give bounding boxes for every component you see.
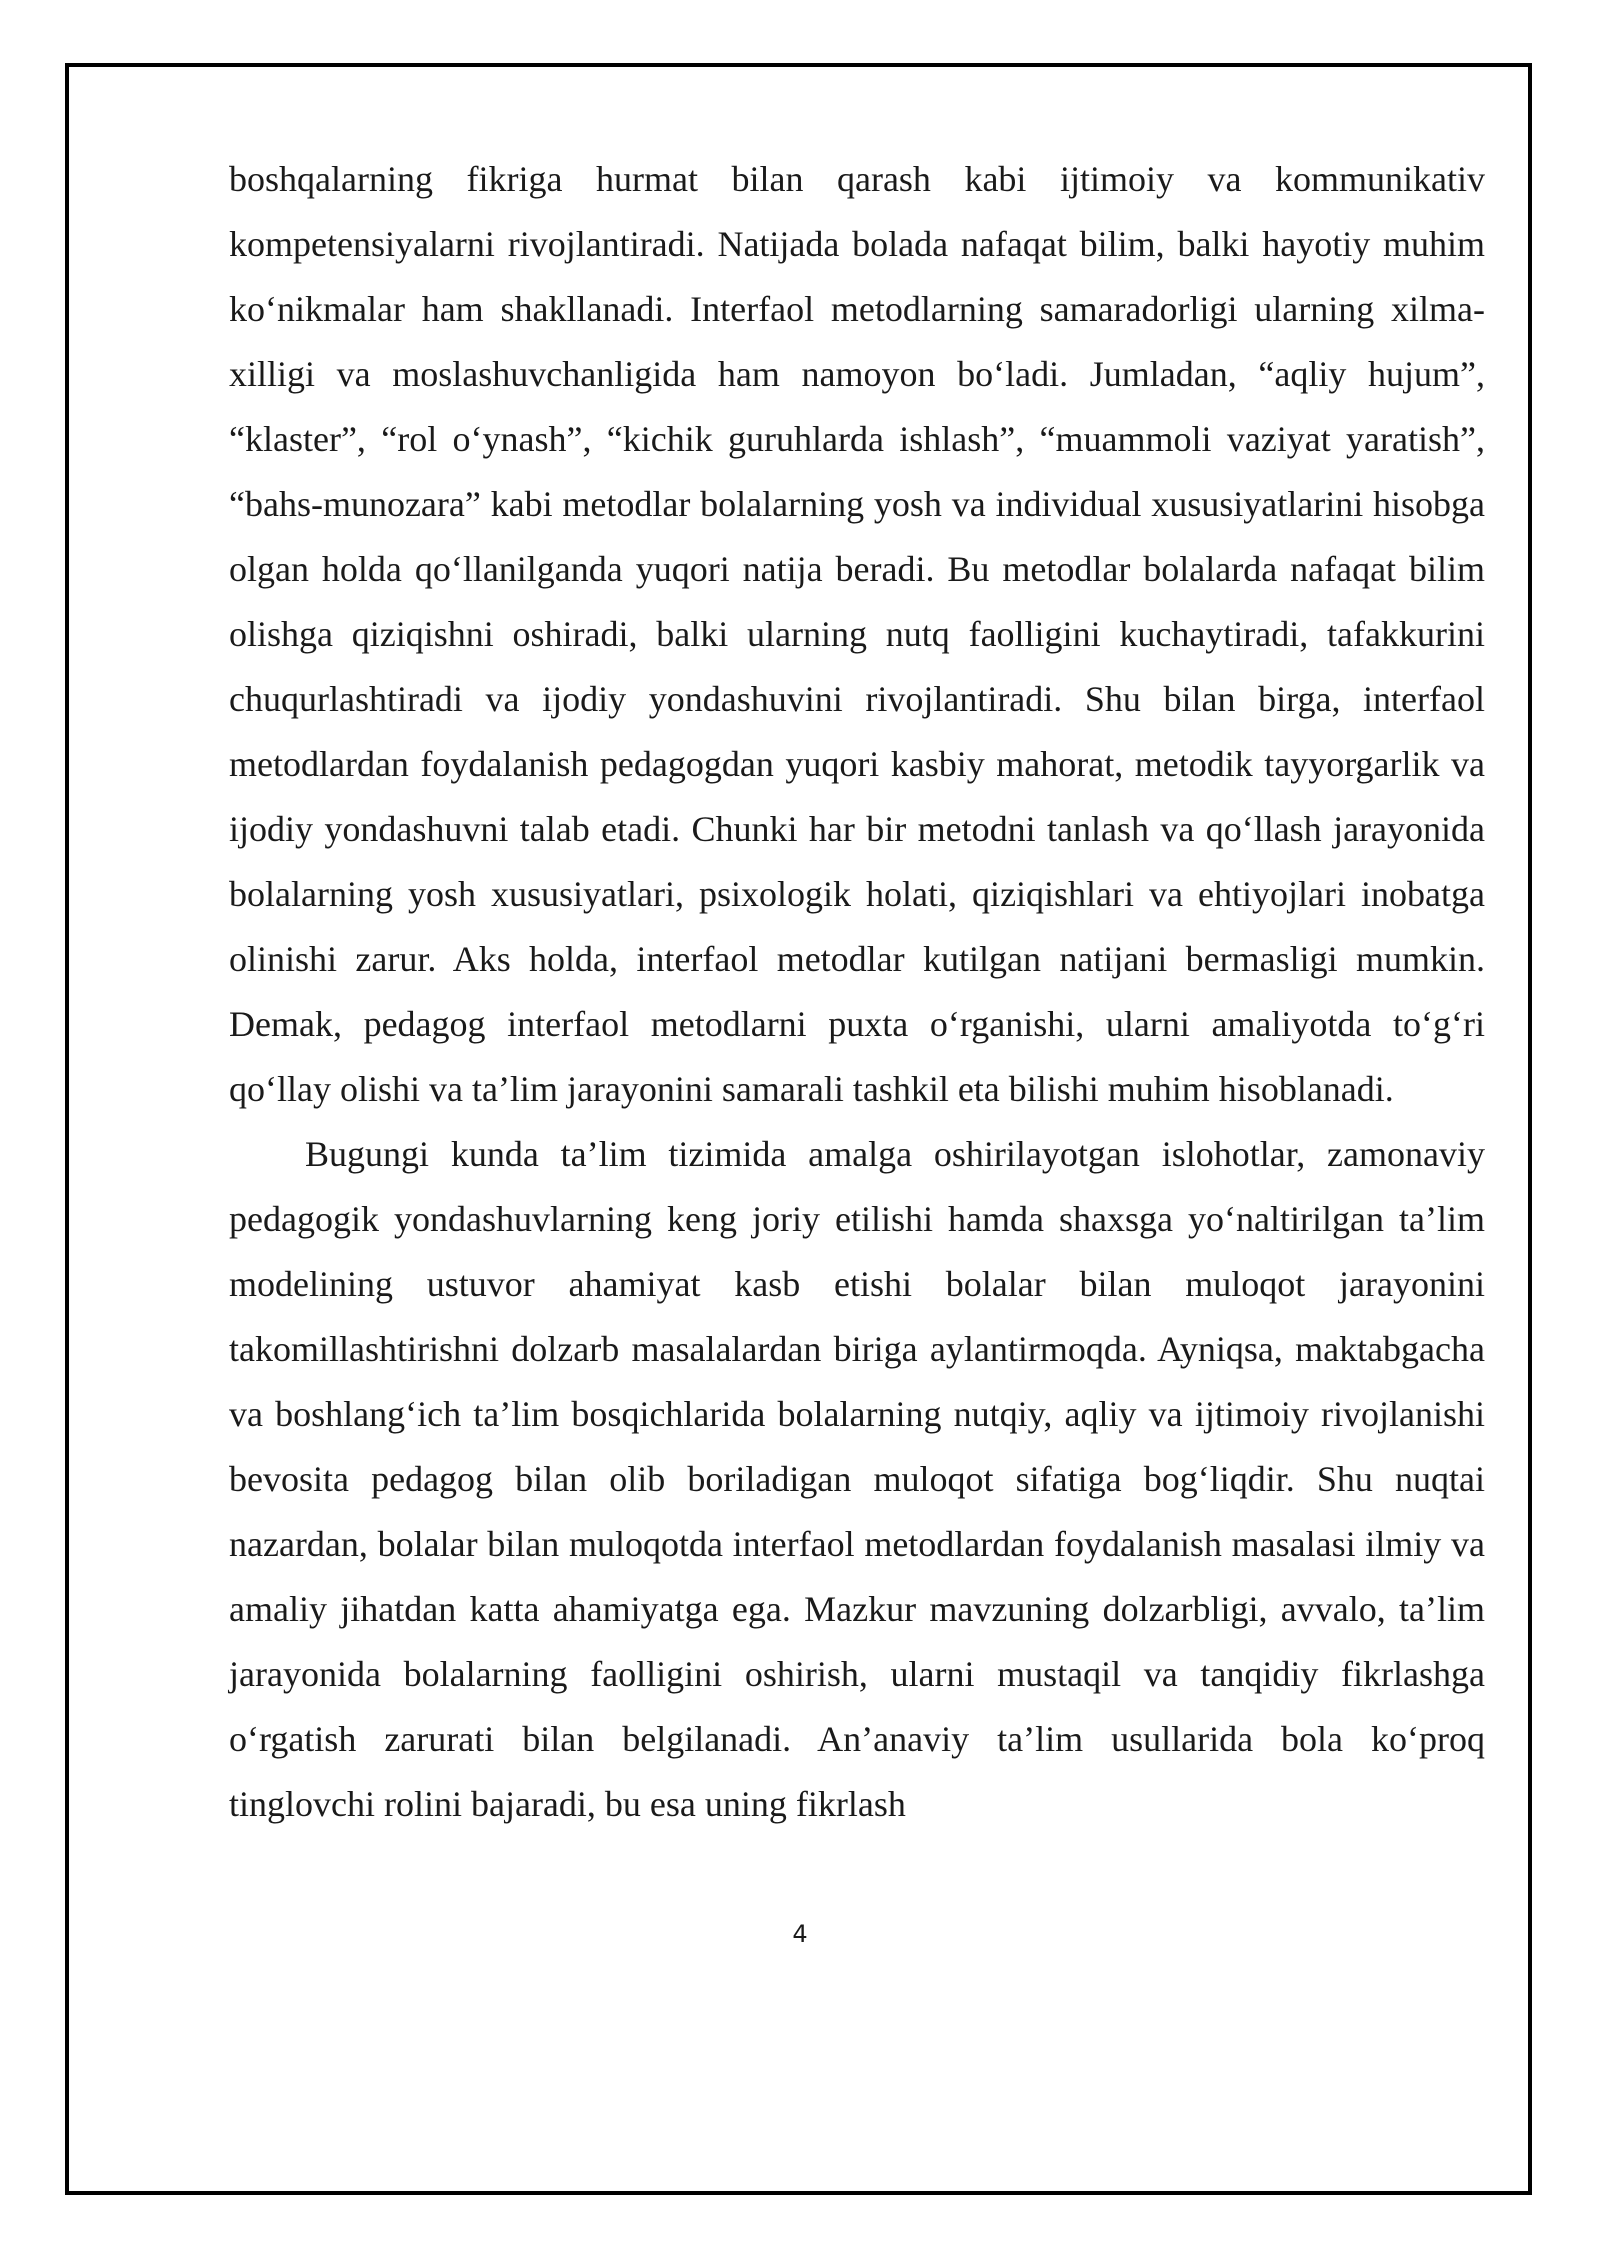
paragraph-1: boshqalarning fikriga hurmat bilan qarash kabi ijtimoiy va kommunikativ kompetensiyalarni rivojlantiradi. Natijada bolada nafaqat bilim, balki hayotiy muhim ko‘nikmalar ham shakllanadi. Interfaol metodlarning samaradorligi ularning xilma-xilligi va moslashuvchanligida ham namoyon bo‘ladi. Jumladan, “aqliy hujum”, “klaster”, “rol o‘ynash”, “kichik guruhlarda ishlash”, “muammoli vaziyat yaratish”, “bahs-munozara” kabi metodlar bolalarning yosh va individual xususiyatlarini hisobga olgan holda qo‘llanilganda yuqori natija beradi. Bu metodlar bolalarda nafaqat bilim olishga qiziqishni oshiradi, balki ularning nutq faolligini kuchaytiradi, tafakkurini chuqurlashtiradi va ijodiy yondashuvini rivojlantiradi. Shu bilan birga, interfaol metodlardan foydalanish pedagogdan yuqori kasbiy mahorat, metodik tayyorgarlik va ijodiy yondashuvni talab etadi. Chunki har bir metodni tanlash va qo‘llash jarayonida bolalarning yosh xususiyatlari, psixologik holati, qiziqishlari va ehtiyojlari inobatga olinishi zarur. Aks holda, interfaol metodlar kutilgan natijani bermasligi mumkin. Demak, pedagog interfaol metodlarni puxta o‘rganishi, ularni amaliyotda to‘g‘ri qo‘llay olishi va ta’lim jarayonini samarali tashkil eta bilishi muhim hisoblanadi. bbox=[229, 159, 1485, 1109]
page-number: 4 bbox=[792, 1920, 808, 1948]
body-text bbox=[229, 147, 1485, 1837]
paragraph-2: Bugungi kunda ta’lim tizimida amalga oshirilayotgan islohotlar, zamonaviy pedagogik yondashuvlarning keng joriy etilishi hamda shaxsga yo‘naltirilgan ta’lim modelining ustuvor ahamiyat kasb etishi bolalar bilan muloqot jarayonini takomillashtirishni dolzarb masalalardan biriga aylantirmoqda. Ayniqsa, maktabgacha va boshlang‘ich ta’lim bosqichlarida bolalarning nutqiy, aqliy va ijtimoiy rivojlanishi bevosita pedagog bilan olib boriladigan muloqot sifatiga bog‘liqdir. Shu nuqtai nazardan, bolalar bilan muloqotda interfaol metodlardan foydalanish masalasi ilmiy va amaliy jihatdan katta ahamiyatga ega. Mazkur mavzuning dolzarbligi, avvalo, ta’lim jarayonida bolalarning faolligini oshirish, ularni mustaqil va tanqidiy fikrlashga o‘rgatish zarurati bilan belgilanadi. An’anaviy ta’lim usullarida bola ko‘proq tinglovchi rolini bajaradi, bu esa uning fikrlash bbox=[229, 1134, 1485, 1824]
